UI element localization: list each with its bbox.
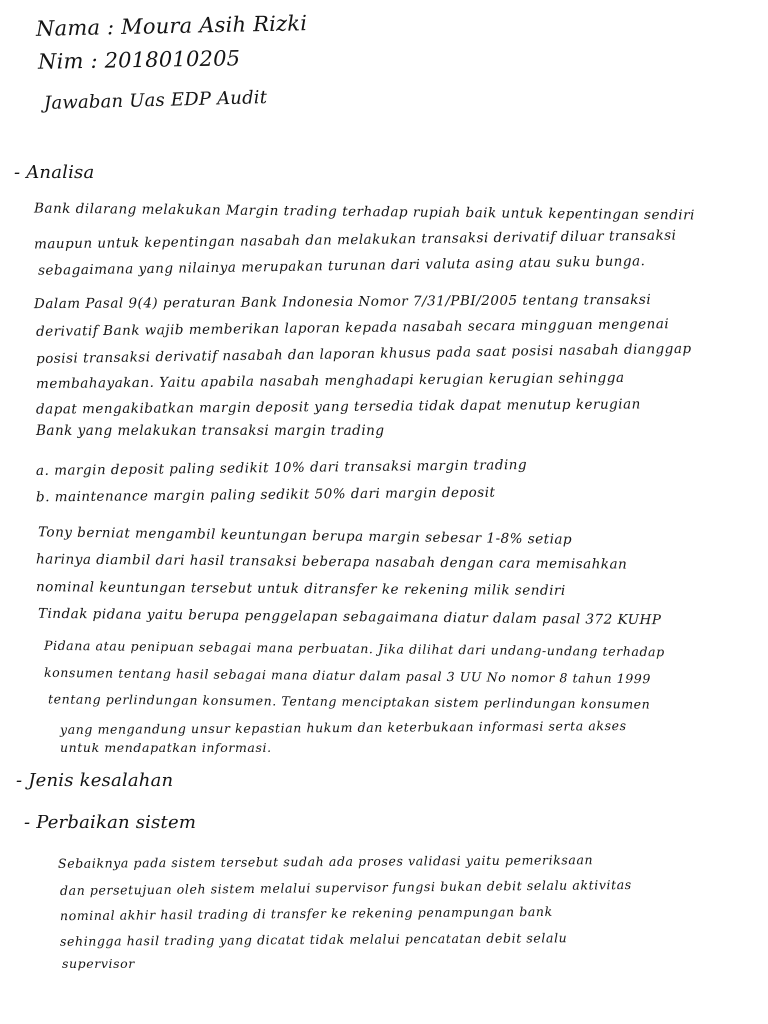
perbaikan-line-5: supervisor	[62, 956, 135, 971]
para3-line-3: nominal keuntungan tersebut untuk ditransfer ke rekening milik sendiri	[35, 579, 566, 599]
para5-line-1: Pidana atau penipuan sebagai mana perbuatan. Jika dilihat dari undang-undang terhadap	[43, 637, 665, 660]
perbaikan-line-4: sehingga hasil trading yang dicatat tidak melalui pencatatan debit selalu	[59, 930, 568, 949]
para2-line-3: posisi transaksi derivatif nasabah dan laporan khusus pada saat posisi nasabah dianggap	[35, 340, 692, 368]
jenis-kesalahan-heading: - Jenis kesalahan	[16, 770, 174, 791]
perbaikan-line-2: dan persetujuan oleh sistem melalui supervisor fungsi bukan debit selalu aktivitas	[59, 877, 632, 898]
list-item-b: b. maintenance margin paling sedikit 50% dari margin deposit	[35, 484, 496, 506]
perbaikan-line-3: nominal akhir hasil trading di transfer ke rekening penampungan bank	[59, 903, 553, 924]
student-nim-line: Nim : 2018010205	[37, 46, 241, 74]
para1-line-2: maupun untuk kepentingan nasabah dan melakukan transaksi derivatif diluar transaksi	[33, 227, 677, 253]
para3-line-2: harinya diambil dari hasil transaksi beberapa nasabah dengan cara memisahkan	[35, 551, 628, 573]
para4-line-1: Tindak pidana yaitu berupa penggelapan sebagaimana diatur dalam pasal 372 KUHP	[37, 605, 662, 629]
perbaikan-line-1: Sebaiknya pada sistem tersebut sudah ada proses validasi yaitu pemeriksaan	[57, 852, 594, 871]
exam-title: Jawaban Uas EDP Audit	[43, 87, 268, 114]
list-item-a: a. margin deposit paling sedikit 10% dari transaksi margin trading	[35, 457, 528, 479]
para1-line-1: Bank dilarang melakukan Margin trading terhadap rupiah baik untuk kepentingan sendiri	[33, 200, 695, 224]
para1-line-3: sebagaimana yang nilainya merupakan turunan dari valuta asing atau suku bunga.	[37, 253, 646, 279]
para5-line-3: tentang perlindungan konsumen. Tentang menciptakan sistem perlindungan konsumen	[47, 691, 651, 712]
para5-line-5: untuk mendapatkan informasi.	[60, 740, 272, 755]
para3-line-1: Tony berniat mengambil keuntungan berupa margin sebesar 1-8% setiap	[37, 524, 573, 548]
para5-line-2: konsumen tentang hasil sebagai mana diatur dalam pasal 3 UU No nomor 8 tahun 1999	[43, 664, 652, 687]
student-name-line: Nama : Moura Asih Rizki	[35, 11, 308, 41]
para2-line-2: derivatif Bank wajib memberikan laporan kepada nasabah secara mingguan mengenai	[35, 316, 670, 340]
para2-line-6: Bank yang melakukan transaksi margin trading	[36, 423, 385, 439]
perbaikan-sistem-heading: - Perbaikan sistem	[24, 812, 197, 833]
para2-line-1: Dalam Pasal 9(4) peraturan Bank Indonesia Nomor 7/31/PBI/2005 tentang transaksi	[33, 291, 652, 313]
para2-line-5: dapat mengakibatkan margin deposit yang tersedia tidak dapat menutup kerugian	[35, 396, 641, 418]
analisa-heading: - Analisa	[14, 162, 95, 183]
para5-line-4: yang mengandung unsur kepastian hukum dan keterbukaan informasi serta akses	[59, 718, 627, 737]
para2-line-4: membahayakan. Yaitu apabila nasabah menghadapi kerugian kerugian sehingga	[35, 369, 625, 393]
